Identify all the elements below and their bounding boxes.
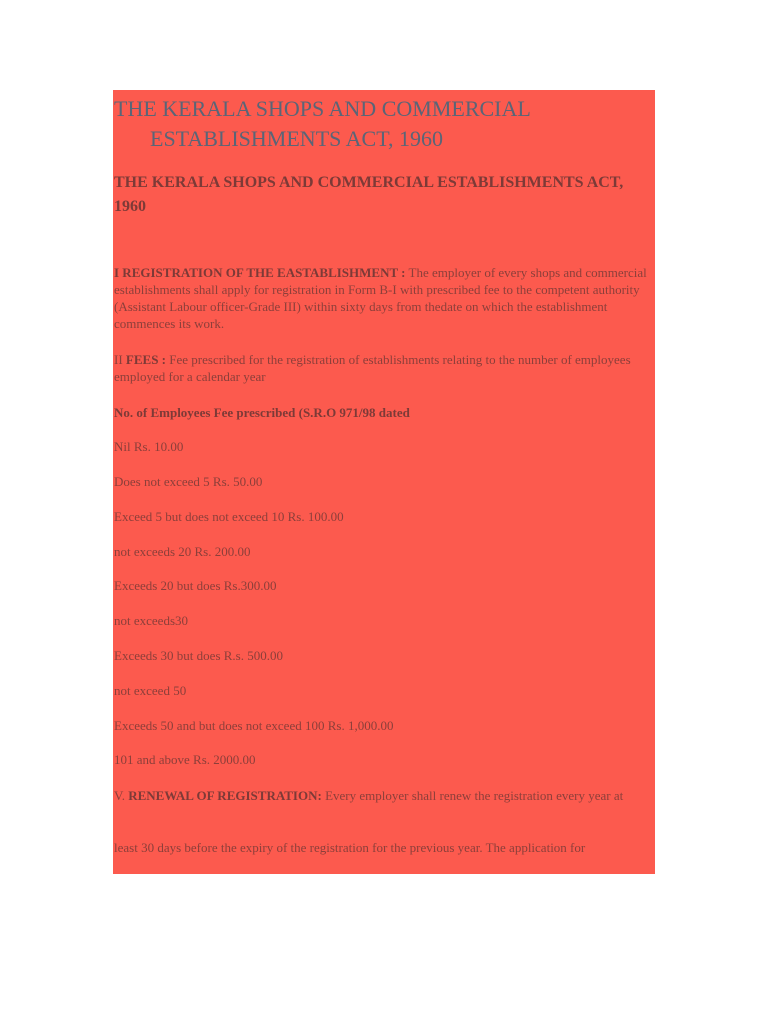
fee-table-header: No. of Employees Fee prescribed (S.R.O 971/98 dated [114,405,410,420]
document-title [114,94,644,154]
renewal-prefix: V. [114,788,129,803]
fee-row: Exceed 5 but does not exceed 10 Rs. 100.00 [114,509,344,524]
renewal-text: Every employer shall renew the registration every year at [321,788,624,803]
registration-label: I REGISTRATION OF THE EASTABLISHMENT : [114,265,406,280]
fee-row: Nil Rs. 10.00 [114,439,184,454]
fee-row: 101 and above Rs. 2000.00 [114,752,256,767]
fee-row: not exceeds30 [114,613,189,628]
registration-text: The employer of every shops and commercial establishments shall apply for registration in Form B-I with prescribed fee to the competent authority (Assistant Labour officer-Grade III) within sixty days from thedate on which the establishment commences its work. [114,265,647,331]
fee-row: Does not exceed 5 Rs. 50.00 [114,474,263,489]
fees-prefix: II [114,352,126,367]
fees-paragraph [114,351,654,385]
fee-row: Exceeds 30 but does R.s. 500.00 [114,648,283,663]
fee-row: not exceeds 20 Rs. 200.00 [114,544,251,559]
fees-text: Fee prescribed for the registration of establishments relating to the number of employees employed for a calendar year [114,352,631,384]
document-subtitle: THE KERALA SHOPS AND COMMERCIAL ESTABLISHMENTS ACT, 1960 [114,174,624,215]
fee-row: Exceeds 50 and but does not exceed 100 Rs. 1,000.00 [114,718,394,733]
title-line-1: THE KERALA SHOPS AND COMMERCIAL [114,96,531,121]
renewal-paragraph [114,787,654,804]
title-line-2: ESTABLISHMENTS ACT, 1960 [150,126,444,151]
document-panel [113,90,655,874]
renewal-continuation: least 30 days before the expiry of the registration for the previous year. The application for [114,840,586,855]
fee-row: not exceed 50 [114,683,187,698]
renewal-label: RENEWAL OF REGISTRATION: [128,788,322,803]
registration-paragraph [114,264,654,332]
fee-row: Exceeds 20 but does Rs.300.00 [114,578,277,593]
fees-label: FEES : [125,352,167,367]
